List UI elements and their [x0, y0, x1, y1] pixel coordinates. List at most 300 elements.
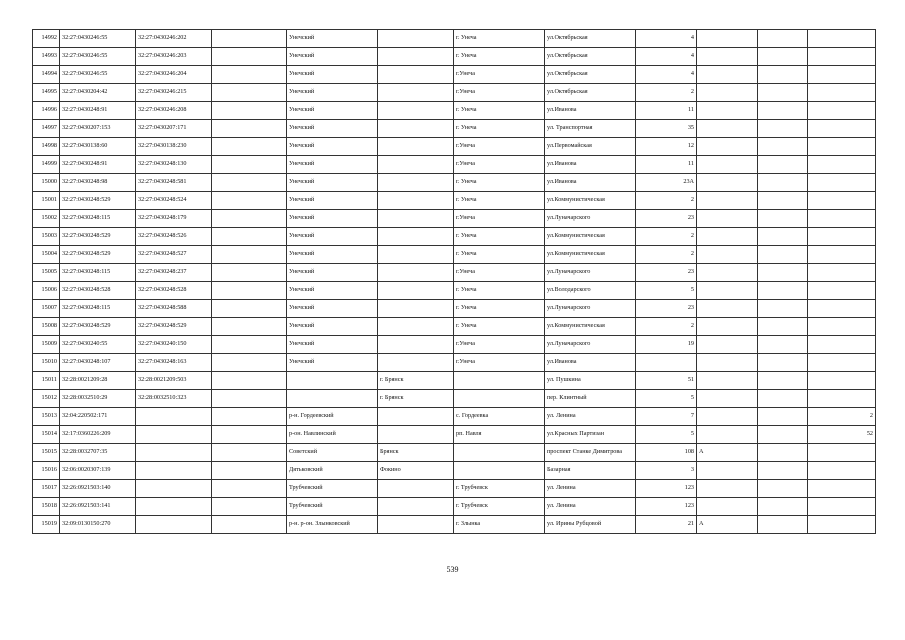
cell-c10 — [758, 372, 808, 390]
cell-kn: 32:27:0430248:529 — [60, 228, 136, 246]
cell-kn: 32:27:0430246:55 — [60, 30, 136, 48]
cell-house: 23А — [636, 174, 697, 192]
table-row — [33, 354, 876, 372]
cell-locality: г. Унеча — [454, 300, 545, 318]
cell-c3 — [212, 156, 287, 174]
cell-c3 — [212, 480, 287, 498]
cell-c9 — [697, 84, 758, 102]
cell-kn: 32:06:0020307:139 — [60, 462, 136, 480]
cell-c11 — [808, 498, 876, 516]
cell-house: 2 — [636, 318, 697, 336]
cell-id: 15003 — [33, 228, 60, 246]
cell-c11 — [808, 138, 876, 156]
cell-c9 — [697, 30, 758, 48]
cell-c5 — [378, 120, 454, 138]
cell-c9 — [697, 228, 758, 246]
cell-kn: 32:28:0021209:28 — [60, 372, 136, 390]
cell-district — [287, 390, 378, 408]
cell-id: 14993 — [33, 48, 60, 66]
cell-c3 — [212, 66, 287, 84]
cell-kn: 32:27:0430248:91 — [60, 156, 136, 174]
cell-c9 — [697, 282, 758, 300]
cell-c3 — [212, 390, 287, 408]
cell-house: 23 — [636, 264, 697, 282]
cell-district: Унечский — [287, 336, 378, 354]
cell-c11 — [808, 30, 876, 48]
cell-c11 — [808, 282, 876, 300]
cell-kn: 32:09:0130150:270 — [60, 516, 136, 534]
cell-street: ул.Иванова — [545, 156, 636, 174]
cell-house: 2 — [636, 84, 697, 102]
cell-kn2: 32:27:0430138:230 — [136, 138, 212, 156]
cell-c3 — [212, 246, 287, 264]
cell-kn: 32:27:0430138:60 — [60, 138, 136, 156]
cell-c10 — [758, 246, 808, 264]
cell-locality — [454, 390, 545, 408]
cell-c10 — [758, 444, 808, 462]
cell-district: Унечский — [287, 138, 378, 156]
cell-district: р-он. Навлинский — [287, 426, 378, 444]
cell-district: Унечский — [287, 120, 378, 138]
cell-c9 — [697, 300, 758, 318]
cell-locality — [454, 444, 545, 462]
cell-c10 — [758, 30, 808, 48]
cell-district: Унечский — [287, 246, 378, 264]
cell-c9 — [697, 336, 758, 354]
cell-c10 — [758, 264, 808, 282]
cell-id: 15016 — [33, 462, 60, 480]
cell-district: Унечский — [287, 318, 378, 336]
cell-c9 — [697, 192, 758, 210]
cell-street: ул.Октябрьская — [545, 48, 636, 66]
cell-house: 11 — [636, 156, 697, 174]
cell-id: 14995 — [33, 84, 60, 102]
cell-c5 — [378, 336, 454, 354]
cell-house: 5 — [636, 426, 697, 444]
table-row — [33, 372, 876, 390]
cell-c3 — [212, 138, 287, 156]
cell-kn2: 32:27:0430248:237 — [136, 264, 212, 282]
cell-street: ул.Красных Партизан — [545, 426, 636, 444]
cell-kn2 — [136, 516, 212, 534]
cell-district: Унечский — [287, 210, 378, 228]
cell-c9 — [697, 246, 758, 264]
cell-c10 — [758, 462, 808, 480]
table-row — [33, 138, 876, 156]
cell-kn2: 32:27:0430248:529 — [136, 318, 212, 336]
cell-house: 5 — [636, 282, 697, 300]
cell-street: ул.Луначарского — [545, 210, 636, 228]
cell-street: пер. Клинтный — [545, 390, 636, 408]
cell-kn: 32:27:0430248:529 — [60, 318, 136, 336]
cell-c10 — [758, 102, 808, 120]
cell-c10 — [758, 408, 808, 426]
cell-kn: 32:27:0430207:153 — [60, 120, 136, 138]
cell-c11 — [808, 354, 876, 372]
cell-c11 — [808, 372, 876, 390]
cell-street: ул. Ленина — [545, 408, 636, 426]
cell-id: 14999 — [33, 156, 60, 174]
cell-kn: 32:27:0430248:115 — [60, 300, 136, 318]
cell-kn2: 32:27:0430207:171 — [136, 120, 212, 138]
cell-locality: г. Унеча — [454, 30, 545, 48]
cell-c11 — [808, 228, 876, 246]
cell-c3 — [212, 516, 287, 534]
cell-locality: г.Унеча — [454, 354, 545, 372]
cell-c5 — [378, 246, 454, 264]
cell-c5 — [378, 210, 454, 228]
cell-id: 15008 — [33, 318, 60, 336]
cell-locality: г.Унеча — [454, 264, 545, 282]
cell-kn2: 32:27:0430240:150 — [136, 336, 212, 354]
cell-c9 — [697, 48, 758, 66]
cell-district: р-н. Гордеевский — [287, 408, 378, 426]
cell-c11 — [808, 84, 876, 102]
cell-district: Унечский — [287, 228, 378, 246]
cell-district: Унечский — [287, 66, 378, 84]
cell-locality: г. Унеча — [454, 120, 545, 138]
table-row — [33, 336, 876, 354]
cell-locality: г.Унеча — [454, 336, 545, 354]
table-row — [33, 246, 876, 264]
cell-c9 — [697, 480, 758, 498]
cell-c3 — [212, 498, 287, 516]
cell-c5 — [378, 300, 454, 318]
cell-c5 — [378, 264, 454, 282]
cell-c9 — [697, 354, 758, 372]
cell-c5: г. Брянск — [378, 390, 454, 408]
cell-locality: г. Унеча — [454, 48, 545, 66]
table-row — [33, 462, 876, 480]
cell-id: 15000 — [33, 174, 60, 192]
cell-house: 11 — [636, 102, 697, 120]
cell-locality — [454, 372, 545, 390]
cell-kn: 32:27:0430248:115 — [60, 264, 136, 282]
table-row — [33, 444, 876, 462]
cell-street: ул.Коммунистическая — [545, 228, 636, 246]
cell-locality: г. Трубчевск — [454, 480, 545, 498]
cell-c10 — [758, 336, 808, 354]
cell-id: 15019 — [33, 516, 60, 534]
cell-c3 — [212, 408, 287, 426]
cell-district — [287, 372, 378, 390]
cell-c10 — [758, 282, 808, 300]
cell-kn: 32:27:0430248:115 — [60, 210, 136, 228]
cell-locality: г.Унеча — [454, 156, 545, 174]
cell-street: ул.Октябрьская — [545, 66, 636, 84]
cell-c5 — [378, 174, 454, 192]
cell-kn2: 32:27:0430248:163 — [136, 354, 212, 372]
cell-district: Трубчевский — [287, 498, 378, 516]
cell-c11 — [808, 480, 876, 498]
cell-c5 — [378, 48, 454, 66]
cell-c11 — [808, 174, 876, 192]
cell-kn: 32:27:0430248:528 — [60, 282, 136, 300]
cell-kn: 32:27:0430246:55 — [60, 48, 136, 66]
cell-street: ул.Луначарского — [545, 264, 636, 282]
cell-id: 15001 — [33, 192, 60, 210]
cell-house: 3 — [636, 462, 697, 480]
cell-c5: г. Брянск — [378, 372, 454, 390]
cell-id: 15002 — [33, 210, 60, 228]
cell-street: ул. Ирины Рубцовой — [545, 516, 636, 534]
cell-c9 — [697, 156, 758, 174]
cell-house: 19 — [636, 336, 697, 354]
cell-kn: 32:28:0032510:29 — [60, 390, 136, 408]
cell-house: 2 — [636, 246, 697, 264]
cell-kn2: 32:27:0430246:202 — [136, 30, 212, 48]
cell-kn: 32:26:0921503:140 — [60, 480, 136, 498]
cell-kn: 32:27:0430248:91 — [60, 102, 136, 120]
cell-c5: Фокино — [378, 462, 454, 480]
cell-c9: А — [697, 516, 758, 534]
cell-house: 4 — [636, 30, 697, 48]
cell-c10 — [758, 66, 808, 84]
cell-house: 4 — [636, 48, 697, 66]
cell-district: Унечский — [287, 300, 378, 318]
cell-c3 — [212, 372, 287, 390]
cell-c9 — [697, 102, 758, 120]
cell-c5 — [378, 354, 454, 372]
cell-c11 — [808, 120, 876, 138]
cell-kn: 32:27:0430204:42 — [60, 84, 136, 102]
cell-street: ул. Транспортная — [545, 120, 636, 138]
table-row — [33, 300, 876, 318]
cell-id: 15007 — [33, 300, 60, 318]
cell-c11 — [808, 102, 876, 120]
cell-locality — [454, 462, 545, 480]
cell-district: Унечский — [287, 102, 378, 120]
cell-c11: 52 — [808, 426, 876, 444]
cell-id: 14998 — [33, 138, 60, 156]
cell-c10 — [758, 480, 808, 498]
cell-c5 — [378, 318, 454, 336]
cell-kn2: 32:27:0430248:588 — [136, 300, 212, 318]
cell-c3 — [212, 102, 287, 120]
cell-c11 — [808, 156, 876, 174]
cell-c11 — [808, 444, 876, 462]
cell-c10 — [758, 120, 808, 138]
cell-house: 12 — [636, 138, 697, 156]
cell-c9 — [697, 408, 758, 426]
cell-district: Унечский — [287, 264, 378, 282]
cell-c9 — [697, 498, 758, 516]
cell-id: 15011 — [33, 372, 60, 390]
cell-district: Унечский — [287, 174, 378, 192]
cell-house: 7 — [636, 408, 697, 426]
cell-locality: г.Унеча — [454, 66, 545, 84]
cell-c10 — [758, 300, 808, 318]
cell-kn: 32:26:0921503:141 — [60, 498, 136, 516]
cell-house: 2 — [636, 192, 697, 210]
cell-c3 — [212, 30, 287, 48]
table-row — [33, 30, 876, 48]
cell-street: ул.Иванова — [545, 102, 636, 120]
cell-house: 4 — [636, 66, 697, 84]
cell-district: Унечский — [287, 282, 378, 300]
table-row — [33, 210, 876, 228]
cell-c3 — [212, 228, 287, 246]
cell-district: Унечский — [287, 156, 378, 174]
cell-district: Унечский — [287, 192, 378, 210]
cell-kn2 — [136, 462, 212, 480]
cell-c10 — [758, 318, 808, 336]
cell-c5 — [378, 408, 454, 426]
cell-street: ул. Ленина — [545, 498, 636, 516]
cell-locality: г. Унеча — [454, 318, 545, 336]
cell-kn2: 32:27:0430248:526 — [136, 228, 212, 246]
cell-house: 123 — [636, 498, 697, 516]
cell-kn2: 32:28:0021209:503 — [136, 372, 212, 390]
page-number: 539 — [446, 565, 459, 574]
cell-c10 — [758, 210, 808, 228]
cell-street: ул.Первомайская — [545, 138, 636, 156]
cell-street: ул.Коммунистическая — [545, 192, 636, 210]
cell-street: ул.Иванова — [545, 174, 636, 192]
cell-c9 — [697, 264, 758, 282]
table-row — [33, 192, 876, 210]
cell-house: 35 — [636, 120, 697, 138]
cell-id: 15010 — [33, 354, 60, 372]
cell-c10 — [758, 354, 808, 372]
cell-c11 — [808, 300, 876, 318]
cell-kn2: 32:27:0430248:528 — [136, 282, 212, 300]
table-row — [33, 66, 876, 84]
cell-district: Советский — [287, 444, 378, 462]
cell-c5 — [378, 156, 454, 174]
cell-id: 15005 — [33, 264, 60, 282]
table-row — [33, 498, 876, 516]
cell-kn2: 32:27:0430246:203 — [136, 48, 212, 66]
cell-id: 14994 — [33, 66, 60, 84]
cell-house: 21 — [636, 516, 697, 534]
cell-kn2: 32:27:0430246:208 — [136, 102, 212, 120]
cell-locality: г. Унеча — [454, 102, 545, 120]
cell-district: Дятьковский — [287, 462, 378, 480]
cell-id: 15015 — [33, 444, 60, 462]
table-row — [33, 264, 876, 282]
cell-kn2 — [136, 498, 212, 516]
cell-street: ул.Октябрьская — [545, 30, 636, 48]
cell-c3 — [212, 318, 287, 336]
cell-street: ул.Луначарского — [545, 300, 636, 318]
cell-id: 15004 — [33, 246, 60, 264]
cell-kn2 — [136, 408, 212, 426]
table-row — [33, 120, 876, 138]
cell-c11 — [808, 318, 876, 336]
cell-kn: 32:04:220502:171 — [60, 408, 136, 426]
cell-id: 14997 — [33, 120, 60, 138]
cell-c3 — [212, 210, 287, 228]
cell-c3 — [212, 84, 287, 102]
cell-c9 — [697, 66, 758, 84]
cell-c3 — [212, 426, 287, 444]
cell-house — [636, 354, 697, 372]
cell-c9 — [697, 462, 758, 480]
cell-street: ул.Коммунистическая — [545, 246, 636, 264]
cell-c10 — [758, 228, 808, 246]
table-row — [33, 318, 876, 336]
cell-locality: г. Трубчевск — [454, 498, 545, 516]
cell-c9 — [697, 390, 758, 408]
cell-c5 — [378, 228, 454, 246]
cell-c5 — [378, 192, 454, 210]
cell-c10 — [758, 390, 808, 408]
cell-c5 — [378, 480, 454, 498]
cell-c5 — [378, 102, 454, 120]
cell-kn: 32:27:0430246:55 — [60, 66, 136, 84]
cell-kn2 — [136, 444, 212, 462]
cell-house: 51 — [636, 372, 697, 390]
cell-district: Унечский — [287, 84, 378, 102]
cell-kn2: 32:27:0430248:130 — [136, 156, 212, 174]
cell-street: ул.Коммунистическая — [545, 318, 636, 336]
cell-kn: 32:27:0430248:529 — [60, 192, 136, 210]
cell-house: 23 — [636, 300, 697, 318]
cell-kn2: 32:27:0430246:204 — [136, 66, 212, 84]
cell-kn2: 32:27:0430248:581 — [136, 174, 212, 192]
cell-street: ул. Ленина — [545, 480, 636, 498]
cell-c9 — [697, 210, 758, 228]
cell-house: 108 — [636, 444, 697, 462]
cell-id: 15018 — [33, 498, 60, 516]
cell-c10 — [758, 426, 808, 444]
cell-c10 — [758, 84, 808, 102]
cell-id: 15012 — [33, 390, 60, 408]
cell-street: ул. Пушкина — [545, 372, 636, 390]
cell-c10 — [758, 174, 808, 192]
cell-c3 — [212, 264, 287, 282]
cell-c5 — [378, 498, 454, 516]
cell-c9 — [697, 426, 758, 444]
cell-locality: г.Унеча — [454, 84, 545, 102]
table-row — [33, 480, 876, 498]
cell-id: 15006 — [33, 282, 60, 300]
cell-c10 — [758, 156, 808, 174]
cell-c9 — [697, 138, 758, 156]
cell-street: Базарная — [545, 462, 636, 480]
cell-c11 — [808, 516, 876, 534]
cell-c5 — [378, 426, 454, 444]
cell-id: 15009 — [33, 336, 60, 354]
cell-house: 2 — [636, 228, 697, 246]
cell-kn2: 32:27:0430248:524 — [136, 192, 212, 210]
cell-kn2: 32:28:0032510:323 — [136, 390, 212, 408]
cell-id: 15014 — [33, 426, 60, 444]
cell-c3 — [212, 282, 287, 300]
cell-house: 5 — [636, 390, 697, 408]
table-row — [33, 426, 876, 444]
cell-kn2: 32:27:0430248:179 — [136, 210, 212, 228]
cell-c5 — [378, 84, 454, 102]
cell-id: 14996 — [33, 102, 60, 120]
cell-c11 — [808, 66, 876, 84]
cell-street: ул.Октябрьская — [545, 84, 636, 102]
table-row — [33, 408, 876, 426]
cell-c11 — [808, 264, 876, 282]
cell-street: ул.Иванова — [545, 354, 636, 372]
cell-c3 — [212, 300, 287, 318]
cell-c10 — [758, 48, 808, 66]
cell-c3 — [212, 192, 287, 210]
table-row — [33, 174, 876, 192]
cell-c5: Брянск — [378, 444, 454, 462]
cell-street: проспект Станке Димитрова — [545, 444, 636, 462]
table-row — [33, 156, 876, 174]
cell-kn2: 32:27:0430248:527 — [136, 246, 212, 264]
cell-locality: г.Унеча — [454, 138, 545, 156]
cell-district: Трубчевский — [287, 480, 378, 498]
